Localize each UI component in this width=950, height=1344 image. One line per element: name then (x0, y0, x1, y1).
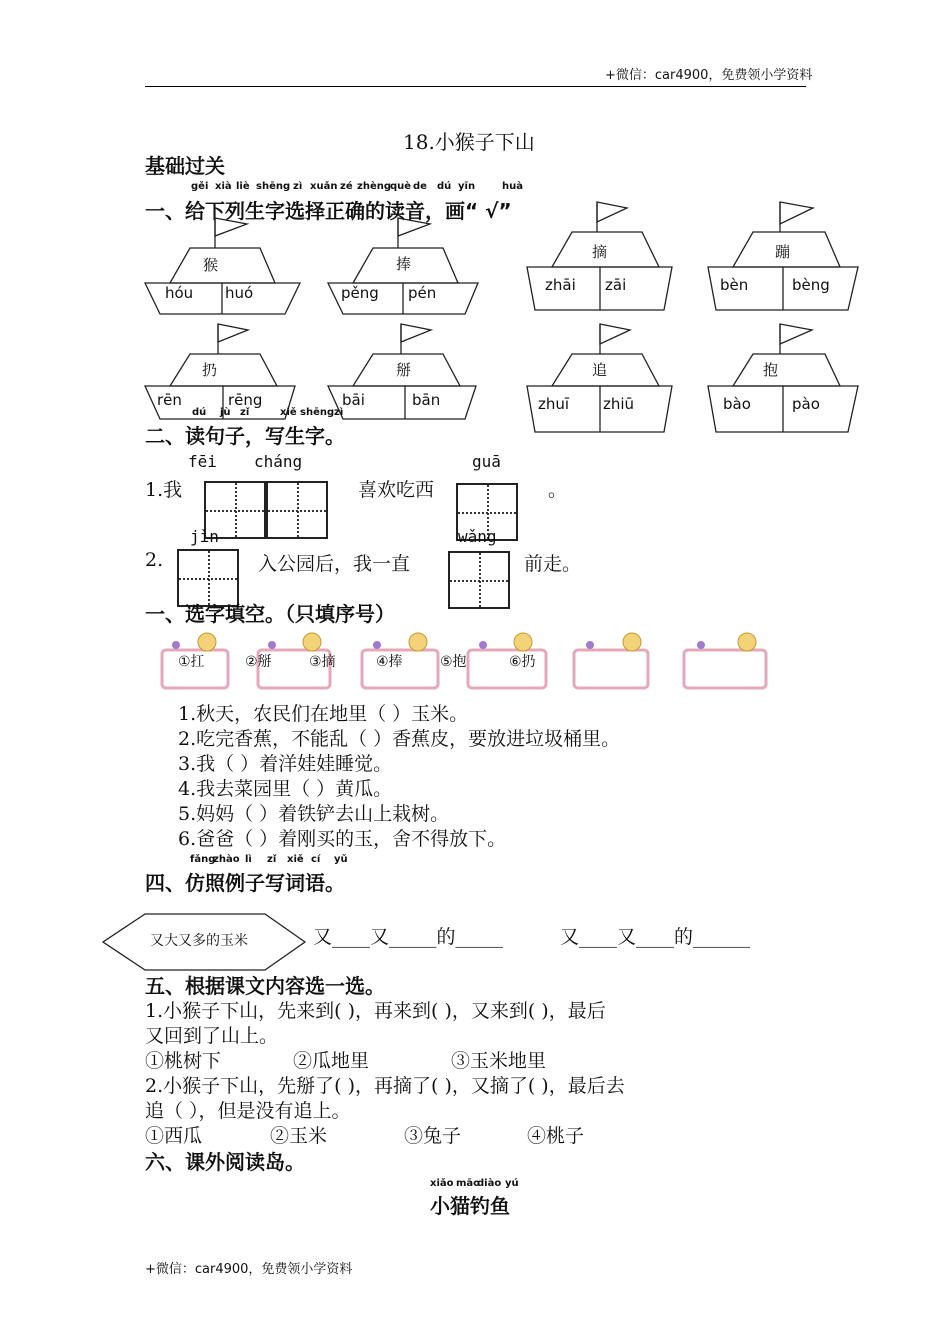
q1-option-3: ③玉米地里 (451, 1050, 547, 1072)
example-word: 又大又多的玉米 (150, 933, 248, 949)
boat-bao (708, 324, 858, 432)
option-6: ⑥扔 (509, 654, 536, 670)
question-2-line-2: 追（ ），但是没有追上。 (145, 1100, 351, 1122)
option-3: ③摘 (309, 654, 336, 670)
boat-option-left[interactable]: rēn (157, 391, 182, 409)
boat-char: 掰 (396, 361, 412, 379)
sentence1-start: 1.我 (145, 479, 183, 501)
pinyin-jin: jìn (190, 527, 219, 546)
boat-option-left[interactable]: bāi (342, 391, 365, 409)
sentence1-end: 。 (548, 479, 568, 501)
pinyin-gua: guā (472, 452, 501, 471)
boat-option-right[interactable]: pén (408, 284, 437, 302)
q1-option-2: ②瓜地里 (293, 1050, 370, 1072)
boat-option-right[interactable]: zhiū (603, 395, 635, 413)
boat-option-left[interactable]: bèn (720, 276, 749, 294)
q2-option-2: ②玉米 (270, 1125, 328, 1147)
section2-heading: 二、读句子，写生字。 (145, 424, 345, 448)
boat-char: 追 (592, 361, 608, 379)
q1-option-1: ①桃树下 (145, 1050, 222, 1072)
section3-heading: 一、选字填空。（只填序号） (145, 602, 395, 626)
boat-option-right[interactable]: bèng (792, 276, 830, 294)
boat-option-right[interactable]: pào (792, 395, 820, 413)
writing-box[interactable] (266, 481, 328, 539)
q2-option-4: ④桃子 (527, 1125, 585, 1147)
q2-option-3: ③兔子 (404, 1125, 462, 1147)
boat-option-left[interactable]: hóu (165, 284, 194, 302)
pattern-blank-1[interactable]: 又____又_____的_____ (313, 926, 504, 948)
question-1-line-2: 又回到了山上。 (145, 1025, 279, 1047)
section-basic: 基础过关 (145, 154, 225, 178)
boat-option-right[interactable]: bān (412, 391, 441, 409)
fill-sentence-5: 5.妈妈（ ）着铁铲去山上栽树。 (178, 803, 450, 825)
boat-char: 抱 (763, 361, 779, 379)
boat-option-left[interactable]: zhuī (538, 395, 570, 413)
question-1-line-1: 1.小猴子下山，先来到( )，再来到( )，又来到( )，最后 (145, 1000, 606, 1022)
sentence1-middle: 喜欢吃西 (358, 479, 435, 501)
pinyin-fei: fēi (188, 452, 217, 471)
wechat-footer: +微信：car4900，免费领小学资料 (145, 1262, 353, 1277)
fill-sentence-4: 4.我去菜园里（ ）黄瓜。 (178, 778, 393, 800)
boat-option-right[interactable]: rēng (228, 391, 263, 409)
option-2: ②掰 (245, 654, 272, 670)
section6-heading: 六、课外阅读岛。 (145, 1150, 305, 1174)
fill-sentence-2: 2.吃完香蕉，不能乱（ ）香蕉皮，要放进垃圾桶里。 (178, 728, 621, 750)
section4-heading: 四、仿照例子写词语。 (145, 871, 345, 895)
pattern-blank-2[interactable]: 又____又____的______ (560, 926, 751, 948)
sentence2-middle: 入公园后，我一直 (258, 553, 411, 575)
writing-box[interactable] (448, 551, 510, 609)
story-title: 小猫钓鱼 (430, 1194, 510, 1218)
boat-option-right[interactable]: huó (225, 284, 254, 302)
boat-option-left[interactable]: pěng (341, 284, 379, 302)
fill-sentence-3: 3.我（ ）着洋娃娃睡觉。 (178, 753, 393, 775)
question-2-line-1: 2.小猴子下山，先掰了( )，再摘了( )，又摘了( )，最后去 (145, 1075, 625, 1097)
pinyin-chang: cháng (254, 452, 303, 471)
fill-sentence-6: 6.爸爸（ ）着刚买的玉，舍不得放下。 (178, 828, 507, 850)
option-1: ①扛 (178, 654, 205, 670)
sentence2-end: 前走。 (524, 553, 582, 575)
boat-char: 猴 (203, 256, 219, 274)
wechat-header: +微信：car4900，免费领小学资料 (605, 68, 813, 83)
boat-char: 蹦 (775, 243, 791, 261)
boats-drawing (0, 0, 950, 450)
section5-heading: 五、根据课文内容选一选。 (145, 974, 385, 998)
option-4: ④捧 (376, 654, 403, 670)
sentence2-start: 2. (145, 549, 164, 571)
boat-char: 扔 (202, 361, 218, 379)
boat-char: 摘 (592, 243, 608, 261)
boat-option-right[interactable]: zāi (605, 276, 627, 294)
boat-char: 捧 (396, 255, 412, 273)
option-5: ⑤抱 (440, 654, 467, 670)
section1-heading: 一、给下列生字选择正确的读音，画“ √” (145, 199, 512, 223)
q2-option-1: ①西瓜 (145, 1125, 203, 1147)
pinyin-wang: wǎng (458, 527, 497, 546)
fill-sentence-1: 1.秋天，农民们在地里（ ）玉米。 (178, 703, 469, 725)
page-title: 18.小猴子下山 (403, 130, 535, 154)
boat-option-left[interactable]: bào (723, 395, 751, 413)
boat-option-left[interactable]: zhāi (545, 276, 576, 294)
